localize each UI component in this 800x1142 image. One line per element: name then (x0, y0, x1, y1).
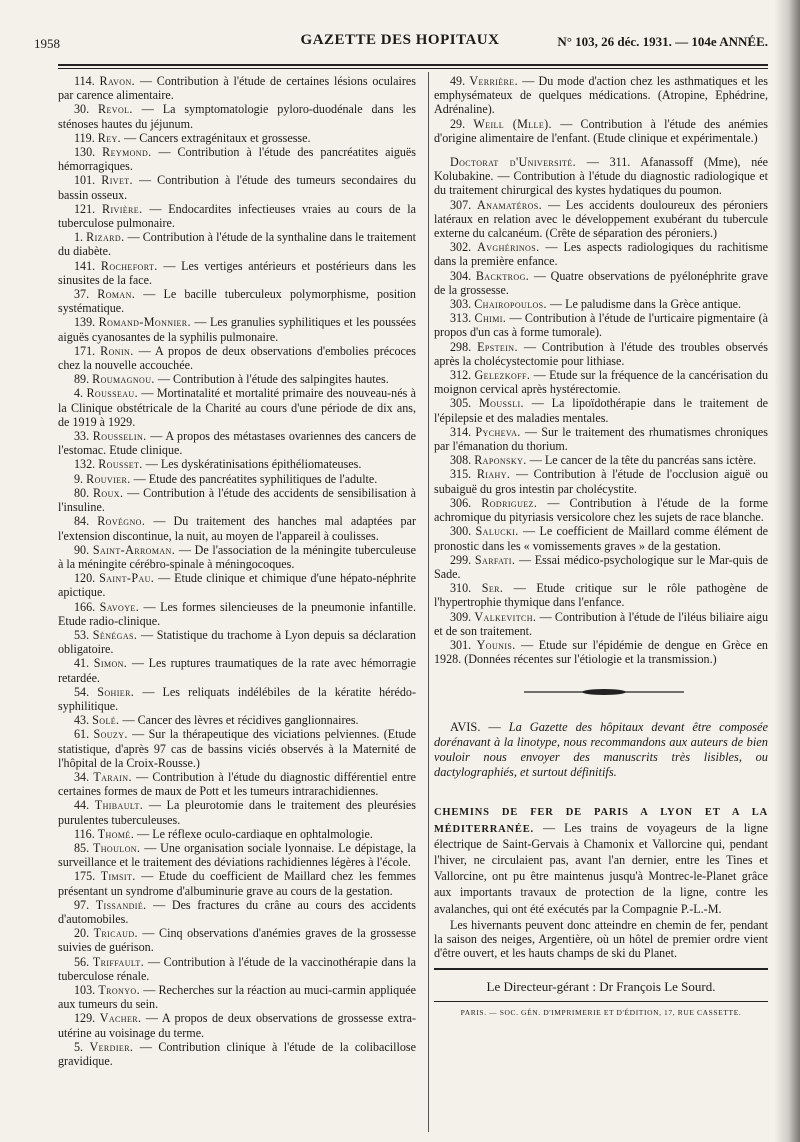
entry-title: — Les granulies syphilitiques et les poussées aiguës cyanosantes de la syphilis pulmonaire. (58, 315, 416, 344)
entry-title: — A propos des métastases ovariennes des cancers de l'estomac. Etude clinique. (58, 429, 416, 458)
entry-number: 301. (450, 637, 472, 652)
entry-author: Savoye. (99, 599, 140, 614)
entry-title: — Contribution à l'étude de l'iléus biliaire aigu et de son traitement. (434, 609, 768, 638)
entry-author: Solé. (92, 713, 120, 728)
entry-author: Roman. (97, 287, 136, 302)
entry-author: Valkevitch. (474, 609, 537, 624)
thesis-entry (58, 315, 416, 343)
thesis-entry (58, 656, 416, 684)
entry-title: — La lipoïdothérapie dans le traitement de l'épilepsie et des maladies mentales. (434, 396, 768, 425)
entry-number: 89. (74, 372, 90, 387)
entry-title: — Etude du coefficient de Maillard chez les femmes présentant un syndrome d'albuminurie grave au cours de la gestation. (58, 869, 417, 898)
entry-title: — Statistique du trachome à Lyon depuis sa déclaration obligatoire. (58, 627, 416, 657)
thesis-entry (58, 145, 416, 173)
entry-author: Rochefort. (100, 258, 158, 273)
thesis-entry (58, 869, 416, 897)
entry-number: 33. (74, 429, 90, 444)
entry-number: 103. (74, 983, 96, 997)
entry-author: Triffault. (92, 954, 145, 969)
entry-number: 129. (74, 1011, 96, 1026)
entry-title: — Les ruptures traumatiques de la rate avec hémorragie retardée. (58, 656, 416, 685)
entry-author: Rouvier. (86, 471, 131, 486)
entry-author: Rivière. (102, 201, 143, 216)
thesis-entry (434, 396, 768, 424)
entry-title: — Du traitement des hanches mal adaptées par l'extension discontinue, la nuit, au moyen de l'appareil à coulisses. (58, 514, 416, 543)
entry-author: Epstein. (477, 339, 518, 354)
entry-title: — Une organisation sociale lyonnaise. Le dépistage, la surveillance et le traitement des déviations rachidiennes légères à l'école. (58, 840, 416, 870)
entry-author: Sénégas. (92, 627, 138, 642)
entry-author: Saint-Arroman. (92, 542, 176, 557)
entry-author: Younis. (476, 637, 516, 652)
entry-author: Ser. (481, 581, 504, 596)
entry-number: 302. (450, 240, 472, 255)
entry-author: Rizard. (86, 230, 125, 245)
thesis-entry (58, 770, 416, 798)
entry-author: Anamatéros. (477, 197, 543, 212)
entry-title: — Le réflexe oculo-cardiaque en ophtalmologie. (134, 826, 373, 841)
entry-author: Revol. (98, 102, 133, 117)
entry-title: — Sur le traitement des rhumatismes chroniques par l'émanation du thorium. (434, 424, 768, 454)
thesis-entry (58, 386, 416, 429)
entry-author: Ravon. (99, 74, 136, 88)
thesis-entry (58, 230, 416, 258)
entry-title: — Contribution à l'étude de la forme achromique du pityriasis versicolore chez les sujets de race blanche. (434, 495, 768, 525)
entry-author: Raponsky. (474, 453, 527, 468)
thesis-entry (58, 827, 416, 841)
entry-title: — La pleurotomie dans le traitement des pleurésies purulentes tuberculeuses. (58, 798, 417, 827)
left-column (58, 74, 416, 1068)
thesis-entry (58, 372, 416, 386)
entry-author: Romand-Monnier. (98, 315, 191, 330)
entry-title: — Les aspects radiologiques du rachitisme dans la première enfance. (434, 240, 768, 269)
entry-number: 141. (74, 258, 96, 273)
entry-author: Chimi. (474, 311, 507, 326)
thesis-entry (434, 198, 768, 241)
thesis-entry (434, 311, 768, 339)
entry-title: — Recherches sur la réaction au muci-carmin appliquée aux tumeurs du sein. (58, 983, 416, 1012)
entry-author: Vacher. (99, 1011, 142, 1026)
column-separator (428, 72, 429, 1132)
entry-title: — Le coefficient de Maillard comme élément de pronostic dans les « vomissements graves » de la gestation. (434, 524, 768, 553)
entry-author: Tarain. (93, 769, 132, 784)
entry-number: 166. (74, 599, 96, 614)
entry-title: — Des fractures du crâne au cours des accidents d'automobiles. (58, 897, 417, 926)
entry-author: Rovégno. (97, 514, 146, 529)
entry-author: Roumagnou. (92, 372, 155, 387)
entry-number: 132. (74, 457, 96, 472)
entry-number: 84. (74, 514, 90, 529)
page-number: 1958 (34, 36, 60, 51)
entry-number: 53. (74, 627, 90, 642)
entry-number: 41. (74, 656, 90, 671)
entry-number: 20. (74, 926, 90, 941)
issue-info: N° 103, 26 déc. 1931. — 104e ANNÉE. (557, 34, 768, 49)
thesis-entry (434, 638, 768, 666)
thesis-entry (58, 841, 416, 869)
thesis-entry (434, 240, 768, 268)
entry-number: 37. (74, 287, 90, 302)
thesis-entry (434, 524, 768, 552)
thesis-entry (58, 102, 416, 130)
entry-author: Simon. (93, 656, 128, 671)
thesis-entry (58, 472, 416, 486)
entry-title: — Contribution à l'étude de certaines lésions oculaires par carence alimentaire. (58, 74, 417, 103)
entry-title: — Contribution à l'étude de la synthaline dans le traitement du diabète. (58, 230, 416, 259)
entry-number: 34. (74, 769, 90, 784)
entry-title: — Sur la thérapeutique des viciations pelviennes. (Etude statistique, d'après 97 cas de bassins viciés observés à la Maternité de l'hôpital de la Croix-Rousse.) (58, 727, 416, 770)
entry-title: — Le bacille tuberculeux polymorphisme, position systématique. (58, 287, 416, 316)
entry-number: 61. (74, 727, 90, 742)
entry-title: — Mortinatalité et mortalité primaire des nouveau-nés à la Clinique obstétricale de la Charité au cours d'une période de dix ans, de 1919 à 1929. (58, 386, 417, 429)
entry-author: Rivet. (101, 173, 133, 188)
entry-author: Rousselin. (92, 429, 147, 444)
thesis-entry (58, 486, 416, 514)
entry-author: Salucki. (475, 524, 519, 539)
entry-number: 300. (450, 524, 472, 539)
thesis-entry (58, 344, 416, 372)
entry-author: Riahy. (476, 467, 511, 482)
entry-number: 315. (450, 467, 472, 482)
entry-author: Rey. (97, 130, 122, 145)
entry-author: Thomé. (97, 826, 135, 841)
ornament-icon (524, 688, 684, 696)
entry-author: Sarfati. (474, 552, 516, 567)
entry-author: Reymond. (102, 145, 152, 160)
thesis-entry (58, 727, 416, 770)
entry-title: — Etude critique sur le rôle pathogène de l'hypertrophie thymique dans l'enfance. (434, 581, 768, 610)
entry-author: Tronyo. (98, 983, 141, 997)
thesis-entry (58, 74, 416, 102)
thesis-entry (434, 269, 768, 297)
entry-number: 80. (74, 485, 90, 500)
right-column (434, 74, 768, 1020)
entry-title: — Contribution à l'étude du diagnostic différentiel entre certaines formes de maux de Pott et les tumeurs intrarachidiennes. (58, 769, 417, 799)
entry-number: 44. (74, 798, 90, 813)
entry-number: 29. (450, 116, 466, 131)
entry-number: 310. (450, 581, 472, 596)
thesis-list-continued (434, 74, 768, 145)
ornament-divider (434, 676, 768, 706)
entry-author: Rodriguez. (481, 495, 538, 510)
thesis-entry (58, 628, 416, 656)
entry-number: 4. (74, 386, 84, 401)
entry-number: 313. (450, 311, 472, 326)
entry-number: 303. (450, 297, 472, 312)
entry-number: 175. (74, 869, 96, 884)
entry-author: Thibault. (94, 798, 144, 813)
entry-number: 130. (74, 145, 96, 160)
entry-author: Weill (Mlle). (473, 116, 552, 131)
avis-notice: AVIS. — La Gazette des hôpitaux devant être composée dorénavant à la linotype, nous recommandons aux auteurs de bien vouloir nous envoyer des manuscrits très lisibles, ou dactylographiés, et surtout définitifs. (434, 720, 768, 780)
entry-number: 5. (74, 1039, 84, 1054)
thesis-entry (434, 610, 768, 638)
entry-title: — Contribution à l'étude de la vaccinothérapie dans la tuberculose rénale. (58, 954, 416, 983)
entry-number: 304. (450, 268, 472, 283)
entry-number: 119. (74, 130, 95, 145)
entry-title: — Les dyskératinisations épithéliomateuses. (142, 457, 362, 472)
thesis-entry (58, 1011, 416, 1039)
entry-title: — Contribution à l'étude des salpingites hautes. (154, 372, 389, 387)
footer-rule (434, 968, 768, 970)
entry-author: Souzy. (93, 727, 128, 742)
thesis-entry (58, 898, 416, 926)
entry-title: — Le cancer de la tête du pancréas sans ictère. (526, 453, 757, 468)
entry-title: — A propos de deux observations de grossesse extra-utérine au voisinage du terme. (58, 1011, 416, 1040)
entry-author: Backtrog. (475, 268, 530, 283)
entry-number: 305. (450, 396, 472, 411)
entry-author: Thoulon. (92, 840, 141, 855)
entry-number: 306. (450, 495, 472, 510)
entry-title: — A propos de deux observations d'embolies précoces chez la nouvelle accouchée. (58, 343, 416, 373)
entry-author: Roux. (92, 485, 124, 500)
entry-author: Timsit. (100, 869, 136, 884)
entry-number: 101. (74, 173, 96, 188)
thesis-entry (58, 287, 416, 315)
thesis-entry (58, 131, 416, 145)
thesis-entry (58, 685, 416, 713)
thesis-entry (434, 74, 768, 117)
chemins-paragraph: Les hivernants peuvent donc atteindre en chemin de fer, pendant la saison des neiges, Argentière, où un hôtel de premier ordre vient d'être ouvert, et les hauts champs de ski du Planet. (434, 917, 768, 961)
entry-number: 85. (74, 840, 90, 855)
entry-number: 308. (450, 453, 472, 468)
entry-number: 120. (74, 571, 96, 586)
entry-number: 56. (74, 954, 90, 969)
entry-title: — Cinq observations d'anémies graves de la grossesse suivies de guérison. (58, 926, 416, 955)
thesis-entry (58, 514, 416, 542)
entry-author: Chairopoulos. (474, 297, 547, 312)
entry-title: — Le paludisme dans la Grèce antique. (546, 297, 742, 312)
thesis-entry (58, 259, 416, 287)
entry-title: — Quatre observations de pyélonéphrite grave de la grossesse. (434, 268, 768, 297)
thesis-entry (434, 340, 768, 368)
entry-title: — Du mode d'action chez les asthmatiques et les emphysémateux de quelques médications. (Atropine, Ephédrine, Adrénaline). (434, 74, 768, 117)
thesis-entry (434, 496, 768, 524)
entry-title: — Les formes silencieuses de la pneumonie infantille. Etude radio-clinique. (58, 599, 416, 628)
thesis-entry (434, 425, 768, 453)
header-rule (58, 64, 768, 69)
entry-title: — Etude des pancréatites syphilitiques de l'adulte. (130, 471, 378, 486)
page-header (28, 30, 772, 54)
entry-number: 298. (450, 339, 472, 354)
entry-author: Saint-Pau. (99, 571, 155, 586)
entry-title: — Les accidents douloureux des péroniers latéraux en relation avec le développement exubérant du tubercule externe du calcanéum. (Crête de séparation des péroniers.) (434, 197, 768, 241)
entry-title: — Contribution à l'étude des pancréatites aiguës hémorragiques. (58, 145, 417, 174)
thesis-entry (434, 297, 768, 311)
entry-title: — Contribution clinique à l'étude de la colibacillose gravidique. (58, 1039, 416, 1069)
entry-author: Moussli. (478, 396, 524, 411)
section-heading-doctorat: Doctorat d'Université. — 311. Afanassoff (Mme), née Kolubakine. — Contribution à l'étude du diagnostic radiologique et du traitement chirurgical des kystes hydatiques du poumon. (434, 155, 768, 198)
thesis-entry (434, 453, 768, 467)
entry-title: — Contribution à l'étude de l'urticaire pigmentaire (à propos d'un cas à forme tumorale). (434, 311, 768, 340)
thesis-entry (58, 173, 416, 201)
entry-title: — Etude sur l'épidémie de dengue en Grèce en 1928. (Données récentes sur l'étiologie et la transmission.) (434, 637, 768, 667)
entry-number: 312. (450, 368, 472, 383)
entry-number: 43. (74, 713, 90, 728)
thesis-entry (434, 368, 768, 396)
entry-author: Rousset. (98, 457, 143, 472)
entry-title: — Cancer des lèvres et récidives ganglionnaires. (119, 713, 359, 728)
thesis-entry (58, 713, 416, 727)
entry-title: — Les vertiges antérieurs et postérieurs dans les sinusites de la face. (58, 258, 416, 287)
entry-author: Verdier. (89, 1039, 134, 1054)
entry-number: 49. (450, 74, 466, 88)
thesis-entry (58, 955, 416, 983)
thesis-entry (434, 467, 768, 495)
thesis-entry (58, 600, 416, 628)
entry-number: 97. (74, 897, 90, 912)
entry-title: — Etude sur la fréquence de la cancérisation du moignon cervical après hystérectomie. (434, 368, 768, 397)
entry-author: Rousseau. (86, 386, 139, 401)
entry-title: — Contribution à l'étude des anémies d'origine alimentaire de l'enfant. (Etude clinique et expérimentale.) (434, 116, 768, 145)
entry-title: — Contribution à l'étude des troubles observés après la cholécystectomie pour lithiase. (434, 339, 768, 368)
entry-number: 314. (450, 424, 472, 439)
entry-number: 139. (74, 315, 96, 330)
thesis-entry (58, 543, 416, 571)
entry-author: Verrière. (469, 74, 519, 88)
entry-title: — Endocardites infectieuses vraies au cours de la tuberculose pulmonaire. (58, 201, 416, 231)
thesis-entry (58, 457, 416, 471)
entry-number: 121. (74, 201, 96, 216)
thesis-entry (434, 553, 768, 581)
entry-title: — Etude clinique et chimique d'une hépato-néphrite apictique. (58, 571, 416, 600)
entry-number: 30. (74, 102, 90, 117)
thesis-entry (58, 798, 416, 826)
entry-number: 116. (74, 826, 95, 841)
doctorat-list (434, 198, 768, 667)
entry-author: Tissandié. (95, 897, 147, 912)
thesis-entry (58, 1040, 416, 1068)
director-line: Le Directeur-gérant : Dr François Le Sourd. (486, 979, 716, 995)
entry-number: 54. (74, 684, 90, 699)
entry-number: 1. (74, 230, 84, 245)
entry-author: Pycheva. (475, 424, 521, 439)
printer-line: PARIS. — SOC. GÉN. D'IMPRIMERIE ET D'ÉDITION, 17, RUE CASSETTE. (434, 1001, 768, 1020)
entry-title: — Cancers extragénitaux et grossesse. (121, 130, 311, 145)
entry-author: Ronin. (100, 343, 134, 358)
thesis-entry (58, 429, 416, 457)
entry-number: 309. (450, 609, 472, 624)
entry-title: — Contribution à l'étude de l'occlusion aiguë ou subaiguë du gros intestin par cholécystite. (434, 467, 768, 496)
entry-title: — Contribution à l'étude des tumeurs secondaires du bassin osseux. (58, 173, 416, 202)
entry-author: Avghérinos. (477, 240, 540, 255)
thesis-entry (58, 571, 416, 599)
binding-shadow (774, 0, 800, 1142)
entry-number: 114. (74, 74, 95, 88)
entry-number: 9. (74, 471, 84, 486)
thesis-entry (58, 926, 416, 954)
entry-author: Gelezkoff. (474, 368, 531, 383)
journal-title: GAZETTE DES HOPITAUX (300, 32, 500, 48)
entry-title: — Les reliquats indélébiles de la kératite hérédo-syphilitique. (58, 684, 416, 713)
entry-author: Sohier. (97, 684, 135, 699)
thesis-entry (434, 117, 768, 145)
thesis-entry (58, 202, 416, 230)
entry-author: Tricaud. (93, 926, 138, 941)
chemins-title: CHEMINS DE FER DE PARIS A LYON ET A LA MÉDITERRANÉE. — Les trains de voyageurs de la ligne électrique de Saint-Gervais à Chamonix et Vallorcine qui, pendant l'hiver, ne circulaient pas, avant l'an dernier, entre les Tines et Vallorcine, ont pu être maintenus jusqu'à Montrec-le-Planet grâce aux importants travaux de protection de la ligne, contre les avalanches, qui ont été exécutés par la Compagnie P.-L.-M. (434, 807, 768, 916)
entry-number: 90. (74, 542, 90, 557)
entry-number: 171. (74, 343, 96, 358)
entry-title: — La symptomatologie pyloro-duodénale dans les sténoses hautes du jéjunum. (58, 102, 416, 131)
entry-number: 299. (450, 552, 472, 567)
entry-title: — Contribution à l'étude des accidents de sensibilisation à l'insuline. (58, 485, 416, 515)
entry-title: — De l'association de la méningite tuberculeuse à la méningite cérébro-spinale à méningocoques. (58, 542, 416, 571)
thesis-entry (58, 983, 416, 1011)
entry-title: — Essai médico-psychologique sur le Mar-quis de Sade. (434, 552, 769, 581)
thesis-entry (434, 581, 768, 609)
entry-number: 307. (450, 197, 472, 212)
